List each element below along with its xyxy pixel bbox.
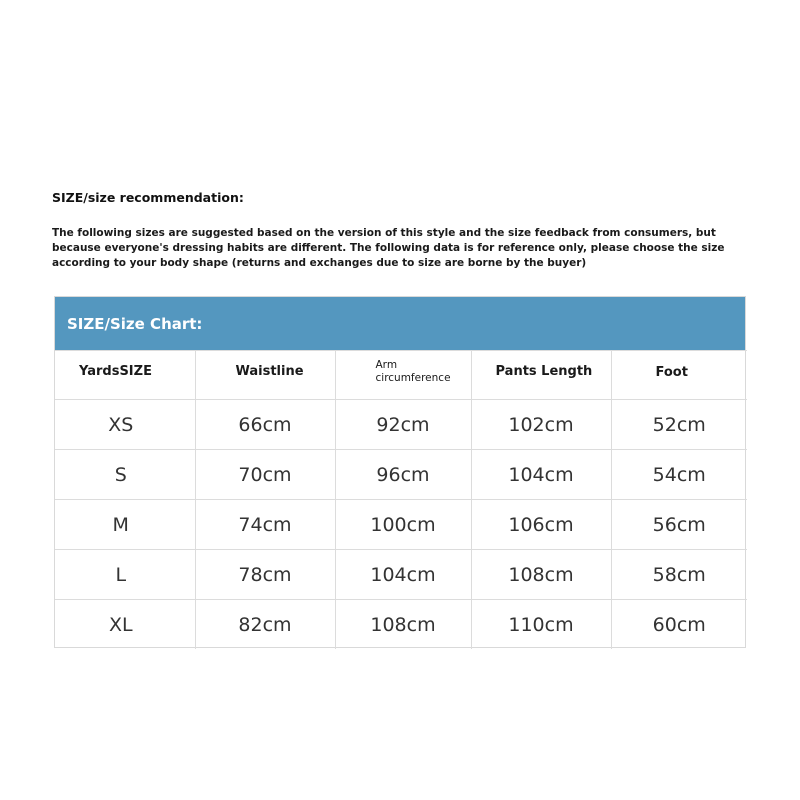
arm-cell: 104cm [335, 550, 471, 600]
size-chart-header [55, 297, 745, 350]
foot-cell: 54cm [611, 450, 747, 500]
waistline-cell: 66cm [195, 400, 335, 450]
waistline-cell: 70cm [195, 450, 335, 500]
note-line: because everyone's dressing habits are different. The following data is for reference only, please choose the size [52, 242, 725, 254]
pants-length-cell: 106cm [471, 500, 611, 550]
table-header-row [55, 351, 747, 400]
pants-length-cell: 110cm [471, 600, 611, 650]
size-cell: XL [55, 600, 195, 650]
size-cell: S [55, 450, 195, 500]
waistline-cell: 82cm [195, 600, 335, 650]
column-header-arm-circumference [335, 351, 471, 400]
column-header-waistline: Waistline [195, 351, 335, 400]
arm-header-line-2: circumference [375, 372, 451, 384]
waistline-cell: 74cm [195, 500, 335, 550]
size-chart-title: SIZE/Size Chart: [67, 314, 203, 333]
foot-cell: 60cm [611, 600, 747, 650]
table-row [55, 550, 747, 600]
size-cell: M [55, 500, 195, 550]
column-header-pants-length: Pants Length [471, 351, 611, 400]
arm-header-line-1: Arm [375, 359, 398, 371]
size-recommendation-note [52, 226, 752, 271]
pants-length-cell: 102cm [471, 400, 611, 450]
table-row [55, 500, 747, 550]
size-recommendation-title: SIZE/size recommendation: [52, 190, 244, 205]
note-line: The following sizes are suggested based on the version of this style and the size feedback from consumers, but [52, 227, 716, 239]
note-line: according to your body shape (returns and exchanges due to size are borne by the buyer) [52, 257, 587, 269]
column-header-foot: Foot [611, 351, 747, 400]
size-chart [54, 296, 746, 648]
arm-cell: 96cm [335, 450, 471, 500]
table-row [55, 450, 747, 500]
arm-cell: 92cm [335, 400, 471, 450]
table-row [55, 600, 747, 650]
column-header-yards-size: YardsSIZE [55, 351, 195, 400]
foot-cell: 58cm [611, 550, 747, 600]
foot-cell: 56cm [611, 500, 747, 550]
size-table [55, 350, 747, 649]
pants-length-cell: 108cm [471, 550, 611, 600]
foot-cell: 52cm [611, 400, 747, 450]
size-cell: XS [55, 400, 195, 450]
pants-length-cell: 104cm [471, 450, 611, 500]
waistline-cell: 78cm [195, 550, 335, 600]
arm-cell: 100cm [335, 500, 471, 550]
size-cell: L [55, 550, 195, 600]
table-row [55, 400, 747, 450]
arm-cell: 108cm [335, 600, 471, 650]
